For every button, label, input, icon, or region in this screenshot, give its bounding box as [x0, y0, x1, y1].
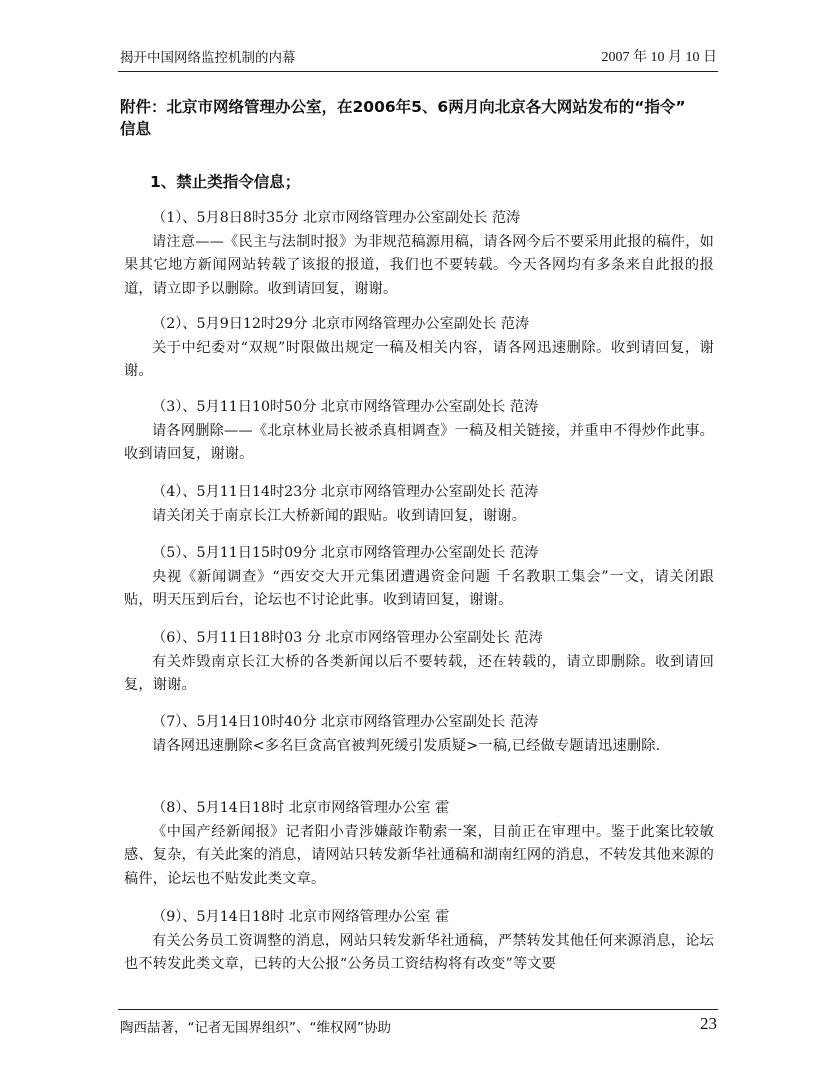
- directive-header: （1）、5月8日8时35分 北京市网络管理办公室副处长 范涛: [152, 210, 521, 226]
- directive-header: （8）、5月14日18时 北京市网络管理办公室 霍: [152, 800, 450, 816]
- directive-entry-3: [124, 396, 714, 467]
- directive-entry-4: [124, 481, 714, 528]
- directive-body: 《中国产经新闻报》记者阳小青涉嫌敲诈勒索一案，目前正在审理中。鉴于此案比较敏感、复杂，有关此案的消息，请网站只转发新华社通稿和湖南红网的消息，不转发其他来源的稿件，论坛也不贴发此类文章。: [124, 823, 714, 887]
- directive-entry-1: [124, 207, 714, 301]
- header-rule: [118, 71, 718, 72]
- directive-entry-5: [124, 542, 714, 613]
- directive-body: 请各网迅速删除<多名巨贪高官被判死缓引发质疑>一稿,已经做专题请迅速删除.: [152, 737, 661, 754]
- directive-body: 关于中纪委对“双规”时限做出规定一稿及相关内容，请各网迅速删除。收到请回复，谢谢。: [124, 339, 714, 379]
- footer-rule: [118, 1009, 718, 1010]
- directive-header: （7）、5月14日10时40分 北京市网络管理办公室副处长 范涛: [152, 714, 539, 730]
- directive-body: 请注意——《民主与法制时报》为非规范稿源用稿，请各网今后不要采用此报的稿件，如果其它地方新闻网站转载了该报的报道，我们也不要转载。今天各网均有多条来自此报的报道，请立即予以删除。收到请回复，谢谢。: [124, 233, 714, 297]
- directive-body: 央视《新闻调查》“西安交大开元集团遭遇资金问题 千名教职工集会”一文，请关闭跟贴，明天压到后台，论坛也不讨论此事。收到请回复，谢谢。: [124, 568, 714, 608]
- page-footer: [120, 1016, 717, 1040]
- header-date: 2007 年 10 月 10 日: [601, 50, 717, 65]
- directive-entry-8: [124, 797, 714, 891]
- directive-entry-6: [124, 627, 714, 698]
- directive-body: 请各网删除——《北京林业局长被杀真相调查》一稿及相关链接，并重申不得炒作此事。收到请回复，谢谢。: [124, 422, 714, 462]
- appendix-title-line-1: 附件：北京市网络管理办公室，在2006年5、6两月向北京各大网站发布的“指令”: [120, 98, 686, 116]
- page-header: [120, 46, 717, 66]
- directive-body: 请关闭关于南京长江大桥新闻的跟贴。收到请回复，谢谢。: [152, 507, 527, 524]
- directive-header: （3）、5月11日10时50分 北京市网络管理办公室副处长 范涛: [152, 399, 539, 415]
- page-number: 23: [700, 1014, 717, 1033]
- directive-entry-2: [124, 313, 714, 384]
- directive-header: （2）、5月9日12时29分 北京市网络管理办公室副处长 范涛: [152, 316, 530, 332]
- directive-header: （4）、5月11日14时23分 北京市网络管理办公室副处长 范涛: [152, 484, 539, 500]
- section-heading: 1、禁止类指令信息；: [150, 173, 301, 191]
- directive-body: 有关公务员工资调整的消息，网站只转发新华社通稿，严禁转发其他任何来源消息，论坛也不转发此类文章，已转的大公报“公务员工资结构将有改变”等文要: [124, 932, 714, 972]
- header-document-title: 揭开中国网络监控机制的内幕: [120, 50, 296, 66]
- directive-entry-9: [124, 906, 714, 977]
- directive-header: （9）、5月14日18时 北京市网络管理办公室 霍: [152, 909, 450, 925]
- appendix-title: [120, 96, 720, 140]
- directive-entry-7: [124, 711, 714, 758]
- directive-header: （5）、5月11日15时09分 北京市网络管理办公室副处长 范涛: [152, 545, 539, 561]
- directive-header: （6）、5月11日18时03 分 北京市网络管理办公室副处长 范涛: [152, 630, 543, 646]
- directive-body: 有关炸毁南京长江大桥的各类新闻以后不要转载，还在转载的，请立即删除。收到请回复，谢谢。: [124, 653, 714, 693]
- appendix-title-line-2: 信息: [120, 120, 152, 138]
- footer-credit: 陶西喆著，“记者无国界组织”、“维权网”协助: [120, 1020, 391, 1036]
